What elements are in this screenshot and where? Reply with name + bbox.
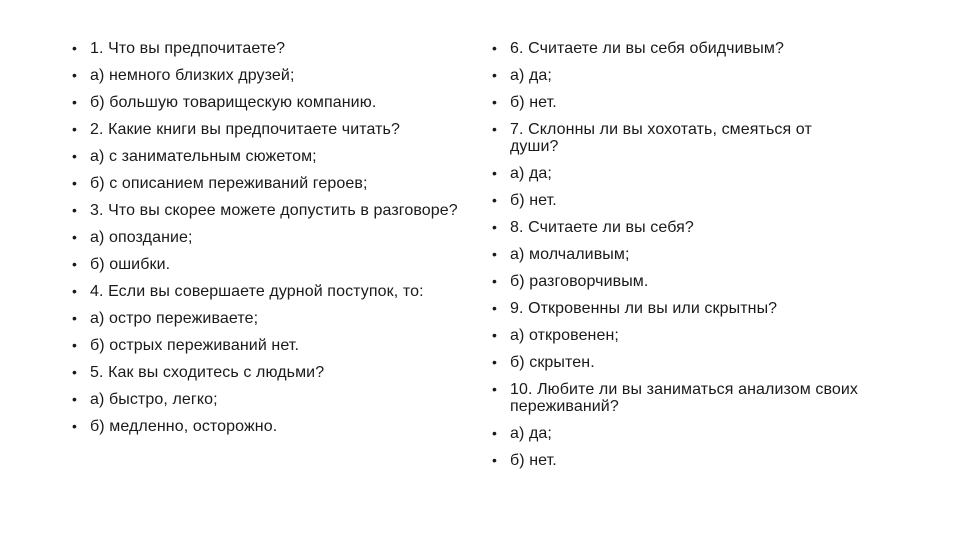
list-item [72, 40, 472, 57]
item-text: 9. Откровенны ли вы или скрытны? [510, 300, 778, 317]
item-text: 8. Считаете ли вы себя? [510, 219, 694, 236]
item-text: а) да; [510, 67, 552, 84]
bullet-icon: • [492, 273, 498, 289]
item-text: а) с занимательным сюжетом; [90, 148, 317, 165]
left-question-list [72, 40, 472, 445]
list-item [492, 94, 862, 111]
list-item [72, 67, 472, 84]
list-item [72, 229, 472, 246]
bullet-icon: • [492, 121, 498, 137]
item-text: а) быстро, легко; [90, 391, 218, 408]
item-text: б) разговорчивым. [510, 273, 649, 290]
list-item [72, 148, 472, 165]
list-item [72, 175, 472, 192]
bullet-icon: • [72, 310, 78, 326]
list-item [492, 192, 862, 209]
item-text: а) да; [510, 425, 552, 442]
item-text: 4. Если вы совершаете дурной поступок, то: [90, 283, 424, 300]
bullet-icon: • [492, 300, 498, 316]
bullet-icon: • [72, 202, 78, 218]
list-item [492, 300, 862, 317]
item-text: 5. Как вы сходитесь с людьми? [90, 364, 325, 381]
list-item [492, 425, 862, 442]
item-text: б) скрытен. [510, 354, 595, 371]
list-item [492, 165, 862, 182]
list-item [72, 202, 472, 219]
list-item [492, 354, 862, 371]
bullet-icon: • [72, 256, 78, 272]
bullet-icon: • [72, 40, 78, 56]
item-text: 1. Что вы предпочитаете? [90, 40, 286, 57]
list-item [492, 327, 862, 344]
list-item [72, 364, 472, 381]
list-item [72, 391, 472, 408]
item-text: а) немного близких друзей; [90, 67, 295, 84]
bullet-icon: • [492, 246, 498, 262]
item-text: 3. Что вы скорее можете допустить в разговоре? [90, 202, 458, 219]
bullet-icon: • [492, 452, 498, 468]
bullet-icon: • [72, 94, 78, 110]
bullet-icon: • [492, 327, 498, 343]
item-text: а) откровенен; [510, 327, 619, 344]
bullet-icon: • [72, 121, 78, 137]
item-text: а) остро переживаете; [90, 310, 259, 327]
bullet-icon: • [72, 283, 78, 299]
item-text: а) да; [510, 165, 552, 182]
bullet-icon: • [492, 192, 498, 208]
item-text: б) ошибки. [90, 256, 171, 273]
list-item [72, 94, 472, 111]
list-item [492, 246, 862, 263]
list-item [72, 121, 472, 138]
list-item [492, 273, 862, 290]
bullet-icon: • [492, 219, 498, 235]
item-text: а) опоздание; [90, 229, 193, 246]
item-text: б) нет. [510, 452, 557, 469]
bullet-icon: • [72, 67, 78, 83]
list-item [492, 452, 862, 469]
list-item [72, 283, 472, 300]
bullet-icon: • [492, 165, 498, 181]
bullet-icon: • [72, 229, 78, 245]
bullet-icon: • [492, 354, 498, 370]
bullet-icon: • [492, 40, 498, 56]
list-item [492, 381, 862, 415]
list-item [492, 67, 862, 84]
item-text: б) с описанием переживаний героев; [90, 175, 368, 192]
item-text: б) медленно, осторожно. [90, 418, 278, 435]
bullet-icon: • [492, 381, 498, 397]
list-item [492, 40, 862, 57]
list-item [72, 256, 472, 273]
bullet-icon: • [72, 148, 78, 164]
list-item [492, 121, 862, 155]
bullet-icon: • [72, 391, 78, 407]
bullet-icon: • [72, 337, 78, 353]
list-item [72, 337, 472, 354]
item-text: 10. Любите ли вы заниматься анализом своих переживаний? [510, 381, 859, 415]
bullet-icon: • [492, 425, 498, 441]
bullet-icon: • [72, 418, 78, 434]
right-question-list [492, 40, 862, 479]
item-text: а) молчаливым; [510, 246, 630, 263]
item-text: б) большую товарищескую компанию. [90, 94, 377, 111]
list-item [72, 418, 472, 435]
item-text: б) острых переживаний нет. [90, 337, 300, 354]
list-item [492, 219, 862, 236]
list-item [72, 310, 472, 327]
bullet-icon: • [492, 67, 498, 83]
item-text: 6. Считаете ли вы себя обидчивым? [510, 40, 784, 57]
item-text: б) нет. [510, 94, 557, 111]
item-text: б) нет. [510, 192, 557, 209]
item-text: 7. Склонны ли вы хохотать, смеяться от души? [510, 121, 812, 155]
bullet-icon: • [72, 175, 78, 191]
bullet-icon: • [492, 94, 498, 110]
bullet-icon: • [72, 364, 78, 380]
item-text: 2. Какие книги вы предпочитаете читать? [90, 121, 400, 138]
